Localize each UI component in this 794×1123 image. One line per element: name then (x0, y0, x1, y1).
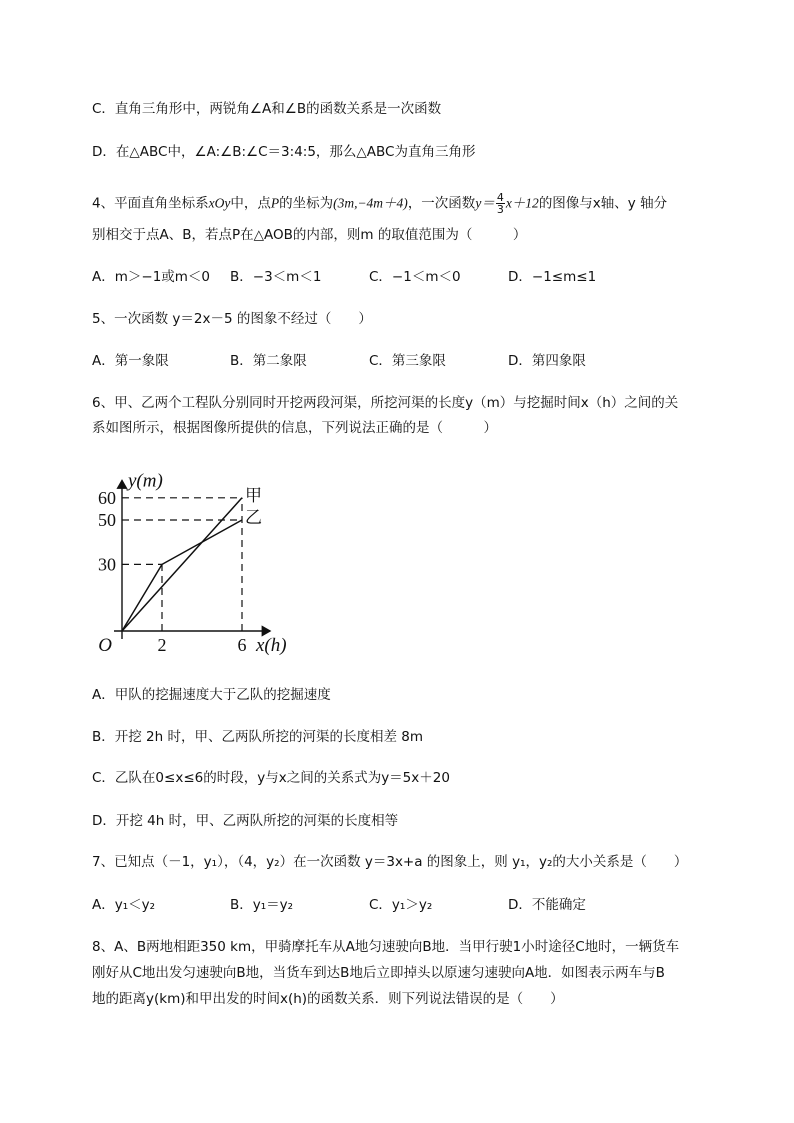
series-label-0: 甲 (245, 485, 262, 505)
q5-stem: 5、一次函数 y＝2x－5 的图象不经过（ ） (92, 311, 372, 327)
q6-option-a[interactable]: A．甲队的挖掘速度大于乙队的挖掘速度 (92, 687, 331, 703)
q4-frac-den: 3 (496, 203, 504, 216)
series-line-1 (122, 520, 242, 631)
q6-stem-line2: 系如图所示，根据图像所提供的信息，下列说法正确的是（ ） (92, 420, 497, 436)
q4-option-c[interactable]: C．−1＜m＜0 (369, 269, 461, 285)
q4-func-lhs: y＝ (475, 195, 495, 211)
q8-stem-line1: 8、A、B两地相距350 km，甲骑摩托车从A地匀速驶向B地．当甲行驶1小时途径C地时，一辆货车 (92, 939, 680, 955)
q6-option-d[interactable]: D．开挖 4h 时，甲、乙两队所挖的河渠的长度相等 (92, 813, 399, 829)
q7-option-b[interactable]: B．y₁＝y₂ (230, 897, 294, 913)
q5-option-a[interactable]: A．第一象限 (92, 353, 169, 369)
q4-suffix: 的图像与x轴、y 轴分 (538, 195, 668, 212)
y-axis-label: y(m) (128, 470, 163, 492)
y-tick-label-1: 50 (98, 510, 116, 530)
q4-stem-line1 (92, 192, 667, 215)
q4-mid3: ，一次函数 (407, 195, 476, 212)
q6-chart (88, 455, 308, 665)
q6-option-c[interactable]: C．乙队在0≤x≤6的时段，y与x之间的关系式为y＝5x＋20 (92, 770, 450, 786)
q7-option-a[interactable]: A．y₁＜y₂ (92, 897, 156, 913)
q5-option-b[interactable]: B．第二象限 (230, 353, 307, 369)
q5-option-c[interactable]: C．第三象限 (369, 353, 446, 369)
q6-option-b[interactable]: B．开挖 2h 时，甲、乙两队所挖的河渠的长度相差 8m (92, 729, 424, 745)
q4-option-a[interactable]: A．m＞−1或m＜0 (92, 269, 211, 285)
q7-option-d[interactable]: D．不能确定 (508, 897, 586, 913)
q4-mid2: 的坐标为 (279, 195, 334, 212)
q6-stem-line1: 6、甲、乙两个工程队分别同时开挖两段河渠，所挖河渠的长度y（m）与挖掘时间x（h）之间的关 (92, 395, 679, 411)
q4-fraction (496, 192, 505, 215)
x-axis-label: x(h) (256, 635, 287, 656)
y-tick-label-2: 60 (98, 487, 116, 508)
q4-coord-sys: xOy (208, 195, 231, 211)
origin-label: O (98, 635, 112, 656)
y-tick-label-0: 30 (98, 554, 116, 575)
q4-stem-line2: 别相交于点A、B，若点P在△AOB的内部，则m 的取值范围为（ ） (92, 227, 527, 243)
q4-frac-num: 4 (496, 191, 504, 204)
q7-stem: 7、已知点（－1，y₁），（4，y₂）在一次函数 y＝3x+a 的图象上，则 y₁，y₂的大小关系是（ ） (92, 854, 688, 870)
x-tick-label-0: 2 (157, 635, 167, 655)
q4-coords: (3m,−4m＋4) (333, 195, 408, 211)
q4-option-b[interactable]: B．−3＜m＜1 (230, 269, 322, 285)
q4-option-d[interactable]: D．−1≤m≤1 (508, 269, 597, 285)
q8-stem-line2: 刚好从C地出发匀速驶向B地，当货车到达B地后立即掉头以原速匀速驶向A地．如图表示两车与B (92, 965, 665, 981)
q3-option-d: D．在△ABC中，∠A:∠B:∠C＝3:4:5，那么△ABC为直角三角形 (92, 144, 476, 160)
q7-option-c[interactable]: C．y₁＞y₂ (369, 897, 433, 913)
q3-option-c: C．直角三角形中，两锐角∠A和∠B的函数关系是一次函数 (92, 101, 442, 117)
series-label-1: 乙 (245, 508, 262, 527)
x-tick-label-1: 6 (237, 635, 247, 655)
q4-point-p: P (270, 195, 280, 211)
q4-mid1: 中，点 (230, 195, 271, 212)
q5-option-d[interactable]: D．第四象限 (508, 353, 586, 369)
q4-func-rhs: x＋12 (505, 195, 539, 211)
q8-stem-line3: 地的距离y(km)和甲出发的时间x(h)的函数关系．则下列说法错误的是（ ） (92, 991, 564, 1007)
q4-prefix: 4、平面直角坐标系 (92, 195, 209, 212)
